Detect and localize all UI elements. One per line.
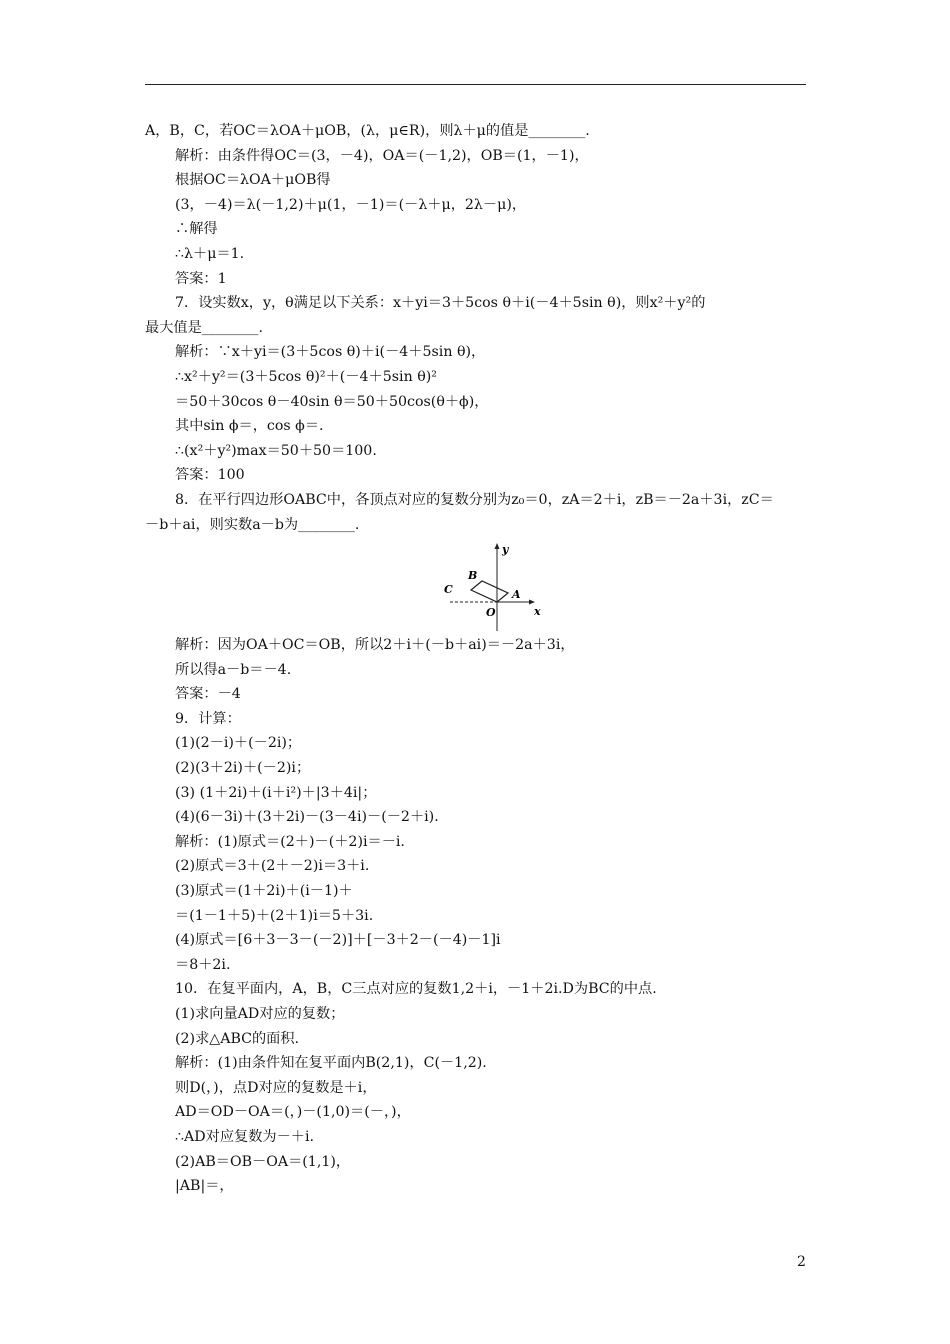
label-x: x	[534, 605, 541, 619]
text-line: 则D(，)，点D对应的复数是＋i，	[175, 1079, 377, 1096]
text-line: (4)原式＝[6＋3－3－(－2)]＋[－3＋2－(－4)－1]i	[175, 932, 501, 949]
text-line: (3)原式＝(1＋2i)＋(i－1)＋	[175, 883, 353, 900]
text-line: －b＋ai，则实数a－b为________.	[145, 516, 360, 533]
text-block-upper	[145, 119, 810, 537]
text-line: 最大值是________.	[145, 319, 264, 336]
text-line: 解析：(1)由条件知在复平面内B(2,1)，C(－1,2).	[175, 1055, 487, 1072]
text-line: 解析：由条件得OC＝(3，－4)，OA＝(－1,2)，OB＝(1，－1)，	[175, 147, 589, 164]
parallelogram-figure	[145, 537, 810, 633]
label-a: A	[512, 588, 521, 602]
text-line: 其中sin ϕ＝，cos ϕ＝.	[175, 418, 324, 435]
y-axis-arrow	[495, 543, 500, 549]
text-line: (2)原式＝3＋(2＋－2)i＝3＋i.	[175, 858, 370, 875]
text-line: (1)求向量AD对应的复数；	[175, 1006, 345, 1022]
x-axis-arrow	[529, 600, 535, 605]
label-b: B	[468, 569, 478, 583]
text-line: 答案：100	[175, 467, 245, 484]
text-block-lower	[145, 633, 810, 1199]
label-o: O	[486, 606, 496, 620]
header-rule	[145, 84, 806, 85]
text-line: 10．在复平面内，A，B，C三点对应的复数1,2＋i，－1＋2i.D为BC的中点.	[175, 981, 657, 998]
text-line: 答案：1	[175, 270, 227, 287]
text-line: ∴AD对应复数为－＋i.	[175, 1128, 315, 1145]
text-line: (2)AB＝OB－OA＝(1,1)，	[175, 1153, 351, 1170]
text-line: A，B，C，若OC＝λOA＋μOB，(λ，μ∈R)，则λ＋μ的值是________.	[145, 123, 590, 139]
text-line: |AB|＝，	[175, 1178, 234, 1195]
text-line: ∴解得	[175, 221, 218, 238]
text-line: 8．在平行四边形OABC中，各顶点对应的复数分别为z₀＝0，zA＝2＋i，zB＝－2a＋3i，zC＝	[175, 491, 774, 508]
text-line: 根据OC＝λOA＋μOB得	[175, 172, 331, 189]
text-line: 7．设实数x，y，θ满足以下关系：x＋yi＝3＋5cos θ＋i(－4＋5sin θ)，则x²＋y²的	[175, 295, 706, 312]
text-line: (3) (1＋2i)＋(i＋i²)＋|3＋4i|；	[175, 784, 377, 801]
text-line: (2)(3＋2i)＋(－2)i；	[175, 760, 311, 777]
page-number: 2	[797, 1254, 806, 1270]
label-c: C	[444, 583, 453, 597]
text-line: 解析：因为OA＋OC＝OB，所以2＋i＋(－b＋ai)＝－2a＋3i，	[175, 637, 575, 654]
text-line: ∴x²＋y²＝(3＋5cos θ)²＋(－4＋5sin θ)²	[175, 368, 437, 385]
text-line: (4)(6－3i)＋(3＋2i)－(3－4i)－(－2＋i).	[175, 809, 439, 826]
text-line: ∴λ＋μ＝1.	[175, 245, 245, 262]
text-line: ＝8＋2i.	[175, 956, 231, 973]
text-line: ＝(1－1＋5)＋(2＋1)i＝5＋3i.	[175, 907, 374, 924]
text-line: 所以得a－b＝－4.	[175, 661, 292, 678]
text-line: 解析：∵x＋yi＝(3＋5cos θ)＋i(－4＋5sin θ)，	[175, 344, 486, 361]
text-line: AD＝OD－OA＝(，)－(1,0)＝(－，)，	[175, 1104, 411, 1121]
text-line: ＝50＋30cos θ－40sin θ＝50＋50cos(θ＋ϕ)，	[175, 393, 489, 410]
page-body	[145, 119, 810, 1199]
text-line: (2)求△ABC的面积.	[175, 1030, 300, 1047]
text-line: ∴(x²＋y²)max＝50＋50＝100.	[175, 442, 377, 459]
text-line: 9．计算：	[175, 710, 241, 727]
text-line: 解析：(1)原式＝(2＋)－(＋2)i＝－i.	[175, 833, 405, 850]
text-line: (1)(2－i)＋(－2i)；	[175, 735, 302, 752]
text-line: (3，－4)＝λ(－1,2)＋μ(1，－1)＝(－λ＋μ，2λ－μ)，	[175, 196, 527, 213]
text-line: 答案：－4	[175, 686, 241, 703]
label-y: y	[502, 543, 509, 557]
complex-plane-diagram	[440, 541, 550, 633]
parallelogram-oabc	[471, 581, 508, 602]
